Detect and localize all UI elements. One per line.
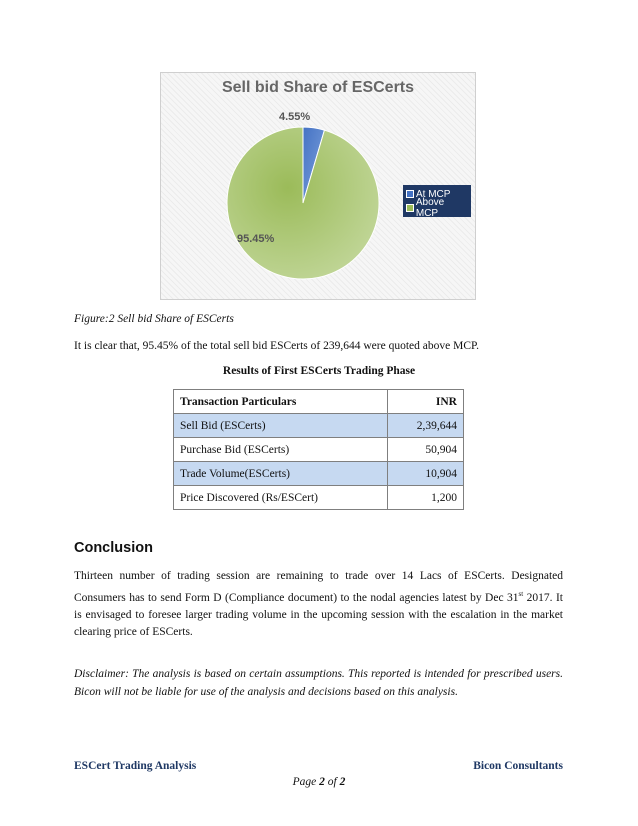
row-value: 1,200 — [388, 486, 464, 510]
row-value: 10,904 — [388, 462, 464, 486]
data-label-above-mcp: 95.45% — [237, 233, 275, 245]
chart-legend — [403, 185, 471, 217]
legend-label-above-mcp: Above MCP — [415, 197, 445, 219]
page-number — [0, 776, 638, 788]
conclusion-text-2: 2017. It is envisaged to foresee larger trading volume in the upcoming session with the escalation in the market clearing price of ESCerts. — [74, 591, 563, 639]
row-label: Trade Volume(ESCerts) — [174, 462, 388, 486]
pie-chart — [160, 72, 476, 300]
page-current: 2 — [319, 776, 325, 788]
legend-swatch-above-mcp — [406, 204, 414, 212]
legend-label-at-mcp: At MCP — [416, 188, 451, 200]
results-table-title: Results of First ESCerts Trading Phase — [222, 365, 416, 377]
table-row — [174, 486, 464, 510]
page-of: of — [324, 776, 340, 788]
header-transaction-particulars: Transaction Particulars — [174, 390, 388, 414]
results-table — [173, 389, 464, 510]
row-value: 2,39,644 — [388, 414, 464, 438]
table-row — [174, 438, 464, 462]
footer-company-name: Bicon Consultants — [473, 760, 563, 772]
conclusion-heading: Conclusion — [74, 540, 153, 556]
table-header-row — [174, 390, 464, 414]
footer-document-title: ESCert Trading Analysis — [74, 760, 197, 772]
row-value: 50,904 — [388, 438, 464, 462]
page-prefix: Page — [292, 776, 320, 788]
table-row — [174, 462, 464, 486]
disclaimer-paragraph: Disclaimer: The analysis is based on certain assumptions. This reported is intended for prescribed users. Bicon will not be liable for use of the analysis and decisions based on this analysis. — [74, 668, 563, 698]
figure-caption: Figure:2 Sell bid Share of ESCerts — [74, 313, 234, 325]
legend-swatch-at-mcp — [406, 190, 414, 198]
intro-paragraph: It is clear that, 95.45% of the total sell bid ESCerts of 239,644 were quoted above MCP. — [74, 340, 479, 352]
conclusion-text-1: Thirteen number of trading session are remaining to trade over 14 Lacs of ESCerts. Designated Consumers has to send Form D (Compliance document) to the nodal agencies latest by Dec 31 — [74, 570, 563, 604]
row-label: Price Discovered (Rs/ESCert) — [174, 486, 388, 510]
row-label: Purchase Bid (ESCerts) — [174, 438, 388, 462]
pie-slice-above-mcp — [227, 127, 379, 279]
header-inr: INR — [388, 390, 464, 414]
chart-title: Sell bid Share of ESCerts — [221, 79, 415, 96]
conclusion-paragraph — [74, 568, 563, 642]
conclusion-sup: st — [518, 589, 524, 598]
page-total: 2 — [339, 776, 346, 788]
data-label-at-mcp: 4.55% — [279, 111, 311, 123]
row-label: Sell Bid (ESCerts) — [174, 414, 388, 438]
table-row — [174, 414, 464, 438]
legend-item-above-mcp — [406, 197, 468, 219]
